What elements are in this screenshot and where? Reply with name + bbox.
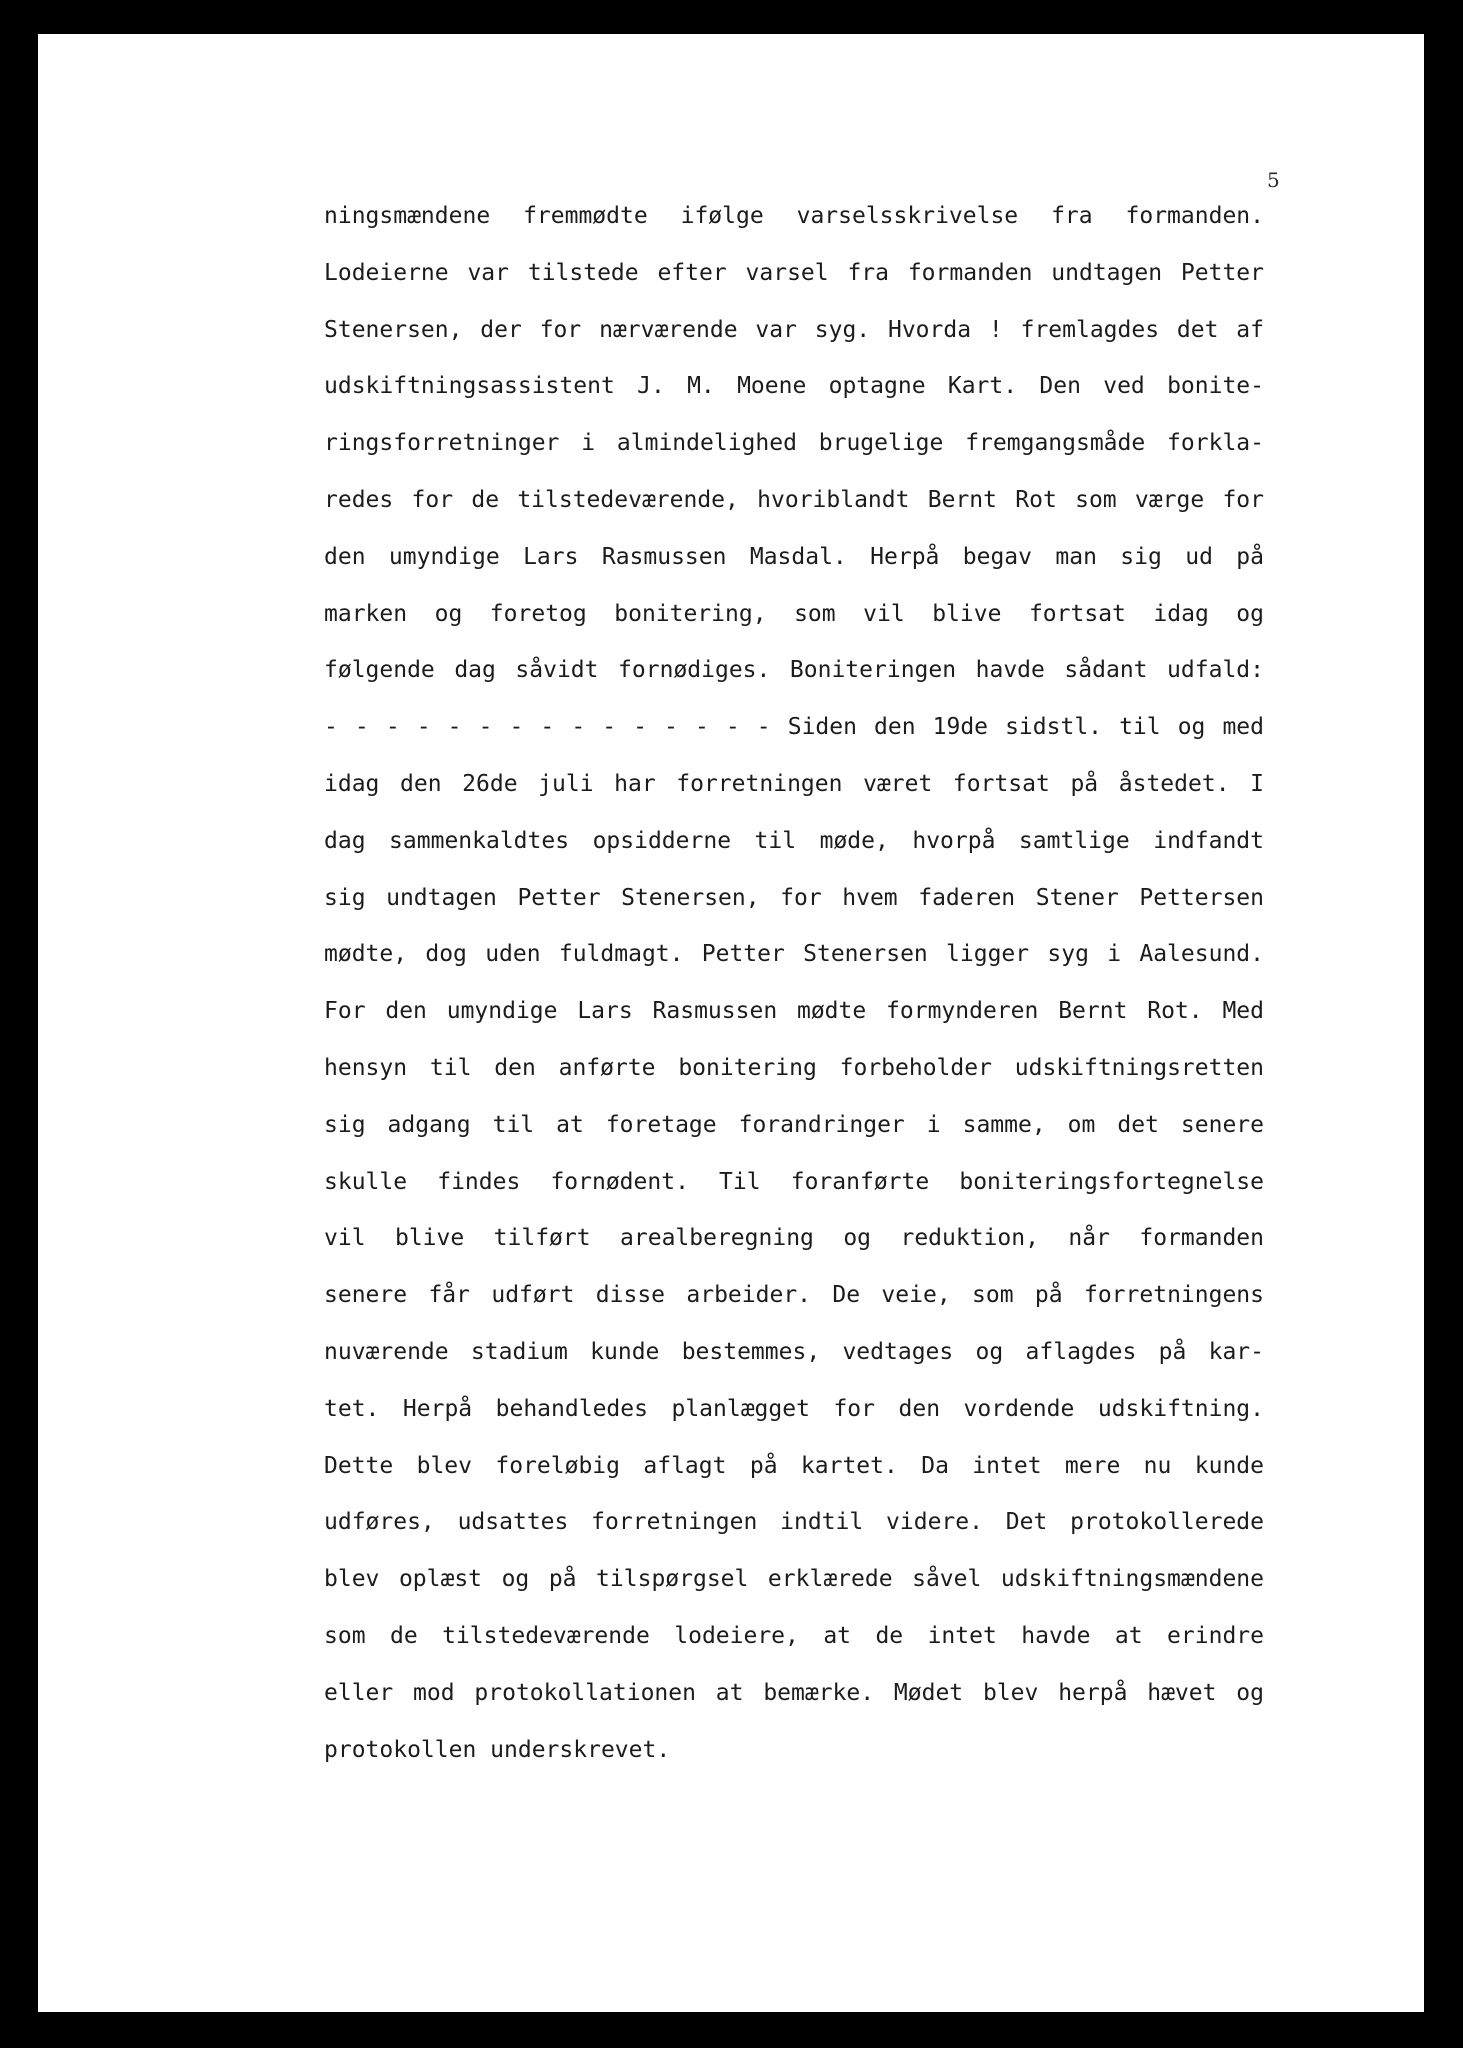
text-line: nuværende stadium kunde bestemmes, vedtages og aflagdes på kar- bbox=[324, 1338, 1264, 1365]
text-line: ringsforretninger i almindelighed brugelige fremgangsmåde forkla- bbox=[324, 430, 1264, 457]
text-line: ningsmændene fremmødte ifølge varselsskrivelse fra formanden. bbox=[324, 203, 1264, 229]
text-line: udføres, udsattes forretningen indtil videre. Det protokollerede bbox=[324, 1509, 1264, 1536]
text-line: redes for de tilstedeværende, hvoriblandt Bernt Rot som værge for bbox=[324, 486, 1264, 513]
text-line: senere får udført disse arbeider. De veie, som på forretningens bbox=[324, 1282, 1264, 1309]
text-line: hensyn til den anførte bonitering forbeholder udskiftningsretten bbox=[324, 1054, 1264, 1081]
text-line: blev oplæst og på tilspørgsel erklærede såvel udskiftningsmændene bbox=[324, 1566, 1264, 1593]
text-line: idag den 26de juli har forretningen været fortsat på åstedet. I bbox=[324, 770, 1264, 797]
text-line: marken og foretog bonitering, som vil blive fortsat idag og bbox=[324, 600, 1264, 627]
text-line: - - - - - - - - - - - - - - - Siden den 19de sidstl. til og med bbox=[324, 714, 1264, 741]
text-line: Dette blev foreløbig aflagt på kartet. Da intet mere nu kunde bbox=[324, 1452, 1264, 1479]
text-line: sig undtagen Petter Stenersen, for hvem faderen Stener Pettersen bbox=[324, 884, 1264, 911]
text-line: dag sammenkaldtes opsidderne til møde, hvorpå samtlige indfandt bbox=[324, 827, 1264, 854]
text-line: udskiftningsassistent J. M. Moene optagne Kart. Den ved bonite- bbox=[324, 373, 1264, 400]
text-line: skulle findes fornødent. Til foranførte boniteringsfortegnelse bbox=[324, 1168, 1264, 1195]
text-line: tet. Herpå behandledes planlægget for den vordende udskiftning. bbox=[324, 1395, 1264, 1422]
text-line: som de tilstedeværende lodeiere, at de intet havde at erindre bbox=[324, 1622, 1264, 1649]
text-line: den umyndige Lars Rasmussen Masdal. Herpå begav man sig ud på bbox=[324, 543, 1264, 570]
text-line: Stenersen, der for nærværende var syg. Hvorda ! fremlagdes det af bbox=[324, 316, 1264, 343]
text-line: eller mod protokollationen at bemærke. Mødet blev herpå hævet og bbox=[324, 1679, 1264, 1706]
text-line: Lodeierne var tilstede efter varsel fra formanden undtagen Petter bbox=[324, 259, 1264, 286]
body-text bbox=[324, 188, 1264, 1778]
text-line: sig adgang til at foretage forandringer i samme, om det senere bbox=[324, 1111, 1264, 1138]
text-line: For den umyndige Lars Rasmussen mødte formynderen Bernt Rot. Med bbox=[324, 998, 1264, 1025]
text-line: vil blive tilført arealberegning og reduktion, når formanden bbox=[324, 1225, 1264, 1252]
page-number: 5 bbox=[1267, 168, 1280, 192]
document-page bbox=[38, 34, 1424, 2012]
text-line: protokollen underskrevet. bbox=[324, 1736, 671, 1763]
text-line: følgende dag såvidt fornødiges. Boniteringen havde sådant udfald: bbox=[324, 657, 1264, 684]
text-line: mødte, dog uden fuldmagt. Petter Stenersen ligger syg i Aalesund. bbox=[324, 941, 1264, 968]
